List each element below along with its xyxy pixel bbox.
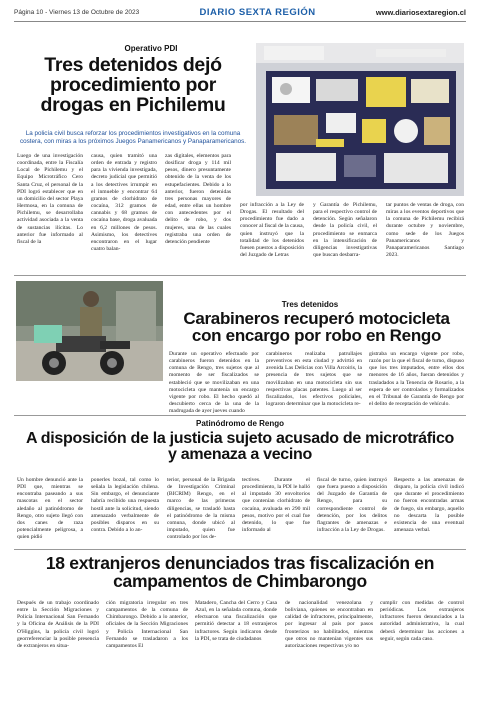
article4-column-4: de nacionalidad venezolana y boliviana, quienes se encontraban en calidad de infractores, principalmente, por ingresar al país por pasos fronterizos no habilitados, mientras que otros no mantenían vigentes sus autorizaciones respectivas y/o no xyxy=(285,600,373,649)
site-url[interactable]: www.diariosextaregion.cl xyxy=(375,8,466,17)
article2-column-3: gistraba un encargo vigente por robo, razón por la que el fiscal de turno, dispuso que los tres imputados, entre ellos dos menores de 16 años, fueran detenidos y trasladados a la Tenencia de Rosario, a la espera de ser controlados y formalizados en el Tribunal de Garantía de Rengo por el delito de receptación de vehículo. xyxy=(369,351,464,408)
article1-column-1: Luego de una investigación coordinada, entre la Fiscalía Local de Pichilemu y el Equipo Microtráfico Cero Santa Cruz, el personal de la PDI logró establecer que en un domicilio del sector Playa Hermosa, en la comuna de Pichilemu, se desarrollaba actividad asociada a la venta de sustancias ilícitas. Lo anterior fue informado al fiscal de la xyxy=(17,153,83,245)
article1-column-5: y Garantía de Pichilemu, para el respectivo control de detención. Según señalaron desde la policía civil, el procedimiento se enmarca en la intensificación de diligencias investigativas que buscan desbarra- xyxy=(313,202,377,259)
article1-headline: Tres detenidos dejó procedimiento por drogas en Pichilemu xyxy=(40,54,226,116)
page-header xyxy=(14,4,466,22)
recovered-motorcycle-image xyxy=(16,281,163,381)
article4-column-1: Después de un trabajo coordinado entre la Sección Migraciones y Policía Internacional San Fernando y la Oficina de Análisis de la PDI O'Higgins, la policía civil logró georreferenciar la posible presencia de extranjeros en situa- xyxy=(17,600,99,649)
article3-column-6: Respecto a las amenazas de disparo, la policía civil indicó que durante el procedimiento no fueron encontradas armas de fuego, sin embargo, aquello no descarta la posible existencia de una eventual amenaza verbal. xyxy=(394,477,464,534)
newspaper-brand: DIARIO SEXTA REGIÓN xyxy=(199,7,316,18)
article1-column-3: zas digitales, elementos para dosificar droga y 114 mil pesos, dinero presuntamente obtenido de la venta de los estupefacientes. Debido a lo anterior, fueron detenidas tres personas mayores de edad, entre ellas un hombre con antecedentes por el delito de robo, y dos mujeres, una de las cuales registraba una orden de detención pendiente xyxy=(165,153,231,245)
article1-kicker: Operativo PDI xyxy=(124,44,178,53)
article4-headline: 18 extranjeros denunciados tras fiscalización en campamentos de Chimbarongo xyxy=(45,553,435,591)
page-date: Página 10 - Viernes 13 de Octubre de 2023 xyxy=(14,9,140,16)
article4-column-3: Matadero, Cancha del Cerro y Casa Azul, en la señalada comuna, donde efectuaron una fiscalización que permitió detectar a 18 extranjeros infractores. Según indicaron desde la PDI, se trata de ciudadanos xyxy=(195,600,277,642)
article3-column-4: tectives. Durante el procedimiento, la PDI le halló al imputado 30 envoltorios que contenían clorhidrato de cocaína, avaluada en 290 mil pesos, motivo por el cual fue detenido, lo que fue informado al xyxy=(242,477,310,534)
article1-column-6: tar puntos de ventas de droga, con miras a los eventos deportivos que la comuna de Pichilemu recibirá durante octubre y noviembre, como sede de los Juegos Panamericanos y Panaparamericanos Santiago 2023. xyxy=(386,202,464,259)
article1-subhead: La policía civil busca reforzar los procedimientos investigativos en la comuna costera, con miras a los próximos Juegos Panamericanos y Panaparamericanos. xyxy=(19,130,247,145)
article3-kicker: Patinódromo de Rengo xyxy=(196,419,284,428)
article2-photo xyxy=(16,281,163,381)
article4-column-5: cumplir con medidas de control periódicas. Los extranjeros infractores fueron denunciados a la autoridad administrativa, la cual deberá determinar las acciones a seguir, según cada caso. xyxy=(380,600,464,642)
section-divider xyxy=(14,549,466,550)
section-divider xyxy=(14,275,466,276)
article2-kicker: Tres detenidos xyxy=(281,300,339,309)
article1-column-4: por infracción a la Ley de Drogas. El resultado del procedimiento fue dado a conocer al fiscal de la causa, quien instruyó que la totalidad de los detenidos fuesen puestos a disposición del Juzgado de Letras xyxy=(240,202,304,259)
article3-column-2: ponerles bozal, tal como lo señala la legislación chilena. Sin embargo, el denunciante habría recibido una respuesta hostil ante la solicitud, siendo amenazado verbalmente de posibles disparos en su contra. Debido a lo an- xyxy=(91,477,159,534)
article2-column-1: Durante un operativo efectuado por carabineros fueron detenidos en la comuna de Rengo, tres sujetos que al momento de ser fiscalizados se estableció que se movilizaban en una motocicleta que mantenía un encargo vigente por robo. El hecho quedó al descubierto cerca de la una de la madrugada de ayer jueves cuando xyxy=(169,351,259,415)
article2-headline: Carabineros recuperó motocicleta con encargo por robo en Rengo xyxy=(183,309,450,346)
article2-column-2: carabineros realizaba patrullajes preventivos en esta ciudad y advirtió en avenida Las Delicias con Villa Arcoiris, la presencia de tres sujetos que se movilizaban en una motocicleta sin sus respectivas placas patentes. Luego al ser fiscalizados, los efectivos policiales, lograron determinar que la motocicleta re- xyxy=(266,351,362,408)
article3-column-3: terior, personal de la Brigada de Investigación Criminal (BICRIM) Rengo, en el marco de las primeras diligencias, se trasladó hasta el patinódromo de la misma comuna, donde ubicó al imputado, quien fue controlado por los de- xyxy=(167,477,235,541)
article3-column-1: Un hombre denunció ante la PDI que, mientras se encontraba paseando a sus mascotas en el sector aledaño al patinódromo de Rengo, otro sujeto llegó con dos canes de raza potencialmente peligrosa, a quien pidió xyxy=(17,477,83,541)
article1-column-2: causa, quien tramitó una orden de entrada y registro para la vivienda investigada, decreto judicial que permitió a los detectives irrumpir en el inmueble y encontrar 64 gramos de clorhidrato de cocaína, 312 gramos de cannabis y 68 gramos de cocaína base, droga avaluada en 6,2 millones de pesos. Asimismo, los detectives encontraron en el lugar cuatro balan- xyxy=(91,153,157,253)
seized-drugs-image xyxy=(256,43,464,196)
article1-photo xyxy=(256,43,464,196)
article3-column-5: fiscal de turno, quien instruyó que fuera puesto a disposición del Juzgado de Garantía de Rengo, para su correspondiente control de detención, por los delitos flagrantes de amenazas e infracción a la Ley de Drogas. xyxy=(317,477,387,534)
section-divider xyxy=(14,415,466,416)
article4-column-2: ción migratoria irregular en tres campamentos de la comuna de Chimbarongo. Debido a lo anterior, oficiales de la Sección Migraciones y Policía Internacional San Fernando se trasladaron a los campamentos El xyxy=(106,600,188,649)
article3-headline: A disposición de la justicia sujeto acusado de microtráfico y amenaza a vecino xyxy=(25,430,455,464)
